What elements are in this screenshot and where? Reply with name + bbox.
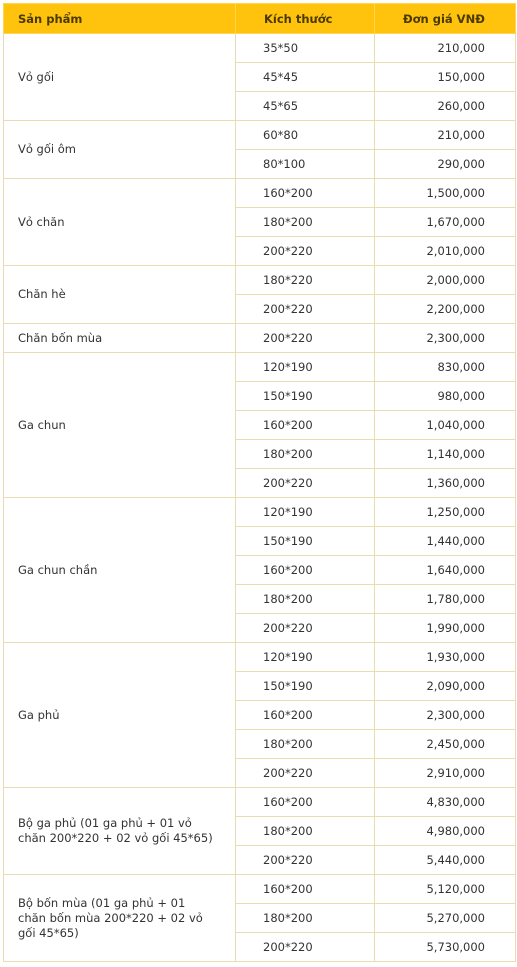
table-row (4, 643, 516, 672)
product-name-cell: Vỏ chăn (4, 179, 236, 266)
price-cell: 2,200,000 (375, 295, 516, 324)
size-cell: 160*200 (236, 875, 375, 904)
size-cell: 200*220 (236, 469, 375, 498)
table-row (4, 179, 516, 208)
size-cell: 180*200 (236, 904, 375, 933)
price-cell: 1,640,000 (375, 556, 516, 585)
size-cell: 150*190 (236, 382, 375, 411)
price-cell: 2,090,000 (375, 672, 516, 701)
product-name-cell: Ga chun (4, 353, 236, 498)
size-cell: 180*220 (236, 266, 375, 295)
product-name-cell: Ga phủ (4, 643, 236, 788)
header-price: Đơn giá VNĐ (375, 4, 516, 34)
price-cell: 980,000 (375, 382, 516, 411)
price-cell: 290,000 (375, 150, 516, 179)
price-cell: 2,450,000 (375, 730, 516, 759)
price-cell: 150,000 (375, 63, 516, 92)
size-cell: 180*200 (236, 730, 375, 759)
size-cell: 200*220 (236, 237, 375, 266)
size-cell: 80*100 (236, 150, 375, 179)
size-cell: 200*220 (236, 614, 375, 643)
table-row (4, 353, 516, 382)
price-cell: 1,440,000 (375, 527, 516, 556)
price-cell: 5,270,000 (375, 904, 516, 933)
price-cell: 210,000 (375, 34, 516, 63)
product-name-cell: Ga chun chần (4, 498, 236, 643)
size-cell: 160*200 (236, 411, 375, 440)
size-cell: 180*200 (236, 585, 375, 614)
price-cell: 2,300,000 (375, 324, 516, 353)
table-row (4, 788, 516, 817)
size-cell: 200*220 (236, 933, 375, 962)
table-row (4, 121, 516, 150)
price-cell: 2,000,000 (375, 266, 516, 295)
table-row (4, 875, 516, 904)
price-cell: 1,500,000 (375, 179, 516, 208)
price-cell: 1,360,000 (375, 469, 516, 498)
size-cell: 180*200 (236, 440, 375, 469)
price-cell: 1,670,000 (375, 208, 516, 237)
table-row (4, 498, 516, 527)
price-cell: 830,000 (375, 353, 516, 382)
size-cell: 160*200 (236, 556, 375, 585)
product-name-cell: Bộ bốn mùa (01 ga phủ + 01 chăn bốn mùa 200*220 + 02 vỏ gối 45*65) (4, 875, 236, 962)
header-size: Kích thước (236, 4, 375, 34)
size-cell: 60*80 (236, 121, 375, 150)
price-table (3, 3, 516, 962)
size-cell: 35*50 (236, 34, 375, 63)
size-cell: 150*190 (236, 672, 375, 701)
table-row (4, 266, 516, 295)
product-name-cell: Vỏ gối (4, 34, 236, 121)
price-cell: 260,000 (375, 92, 516, 121)
price-cell: 2,010,000 (375, 237, 516, 266)
header-product: Sản phẩm (4, 4, 236, 34)
price-cell: 4,830,000 (375, 788, 516, 817)
size-cell: 120*190 (236, 498, 375, 527)
price-cell: 1,250,000 (375, 498, 516, 527)
size-cell: 120*190 (236, 353, 375, 382)
table-body (4, 34, 516, 962)
product-name-cell: Chăn bốn mùa (4, 324, 236, 353)
size-cell: 45*65 (236, 92, 375, 121)
size-cell: 150*190 (236, 527, 375, 556)
product-name-cell: Bộ ga phủ (01 ga phủ + 01 vỏ chăn 200*220 + 02 vỏ gối 45*65) (4, 788, 236, 875)
price-cell: 5,440,000 (375, 846, 516, 875)
size-cell: 200*220 (236, 324, 375, 353)
size-cell: 160*200 (236, 701, 375, 730)
size-cell: 200*220 (236, 846, 375, 875)
price-cell: 4,980,000 (375, 817, 516, 846)
price-cell: 1,040,000 (375, 411, 516, 440)
size-cell: 120*190 (236, 643, 375, 672)
product-name-cell: Chăn hè (4, 266, 236, 324)
size-cell: 180*200 (236, 817, 375, 846)
size-cell: 180*200 (236, 208, 375, 237)
price-cell: 5,730,000 (375, 933, 516, 962)
price-cell: 5,120,000 (375, 875, 516, 904)
table-row (4, 324, 516, 353)
header-row (4, 4, 516, 34)
price-cell: 210,000 (375, 121, 516, 150)
price-cell: 2,910,000 (375, 759, 516, 788)
table-row (4, 34, 516, 63)
size-cell: 45*45 (236, 63, 375, 92)
size-cell: 200*220 (236, 759, 375, 788)
size-cell: 160*200 (236, 788, 375, 817)
price-cell: 1,930,000 (375, 643, 516, 672)
price-cell: 1,140,000 (375, 440, 516, 469)
size-cell: 200*220 (236, 295, 375, 324)
price-cell: 2,300,000 (375, 701, 516, 730)
price-cell: 1,780,000 (375, 585, 516, 614)
price-cell: 1,990,000 (375, 614, 516, 643)
product-name-cell: Vỏ gối ôm (4, 121, 236, 179)
size-cell: 160*200 (236, 179, 375, 208)
